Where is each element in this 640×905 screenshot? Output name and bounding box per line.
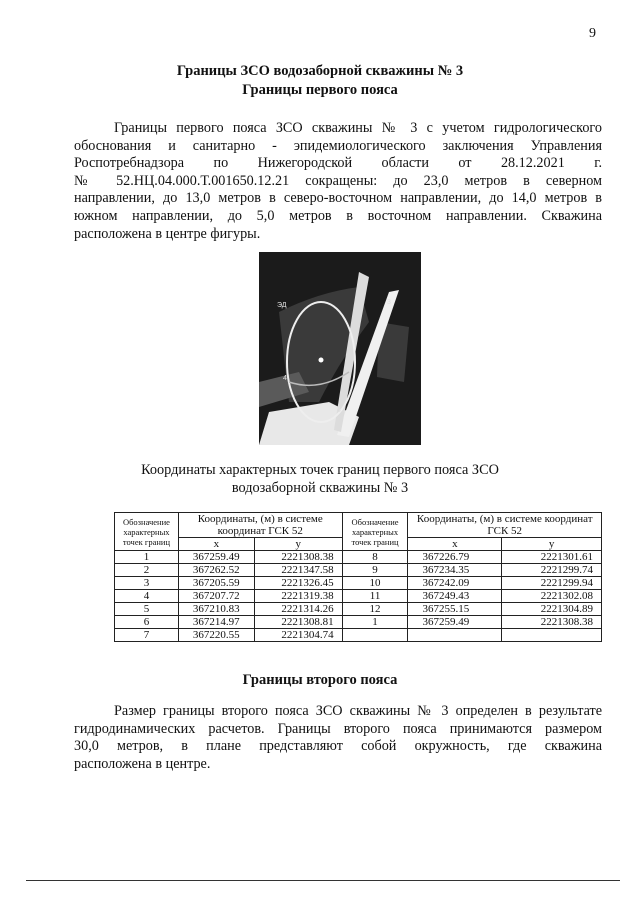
- x-cell: 367262.52: [178, 564, 254, 577]
- point-cell: 4: [115, 590, 179, 603]
- x-cell: 367205.59: [178, 577, 254, 590]
- paragraph-line: Границы первого пояса ЗСО скважины № 3 с учетом гидрологического: [114, 120, 602, 136]
- paragraph-line: направлении, до 13,0 метров в северо-восточном направлении, до 14,0 метров в: [74, 190, 602, 207]
- x-cell: 367234.35: [408, 564, 502, 577]
- table-row: [115, 603, 602, 616]
- point-cell: [342, 629, 408, 642]
- paragraph-line: гидродинамических расчетов. Границы второго пояса принимаются размером: [74, 720, 602, 737]
- y-cell: 2221326.45: [254, 577, 342, 590]
- section1-paragraph: [74, 120, 602, 243]
- caption-line-2: водозаборной скважины № 3: [231, 480, 409, 496]
- section2-paragraph: [74, 703, 602, 773]
- y-cell: 2221308.81: [254, 616, 342, 629]
- aerial-map-image: [259, 252, 421, 445]
- x-cell: 367249.43: [408, 590, 502, 603]
- x-cell: 367210.83: [178, 603, 254, 616]
- y-cell: 2221304.89: [502, 603, 602, 616]
- section2-title: Границы второго пояса: [242, 672, 398, 688]
- x-cell: 367242.09: [408, 577, 502, 590]
- coordinates-table: [114, 512, 602, 642]
- header-y: y: [254, 538, 342, 551]
- x-cell: 367214.97: [178, 616, 254, 629]
- x-cell: 367226.79: [408, 551, 502, 564]
- y-cell: 2221308.38: [254, 551, 342, 564]
- map-label: ЭД: [277, 302, 287, 309]
- y-cell: 2221319.38: [254, 590, 342, 603]
- x-cell: 367207.72: [178, 590, 254, 603]
- paragraph-line: 30,0 метров, в плане представляют собой окружность, где скважина: [74, 738, 602, 755]
- paragraph-line: Размер границы второго пояса ЗСО скважины № 3 определен в результате: [114, 703, 602, 719]
- document-title: [0, 62, 640, 100]
- point-cell: 1: [342, 616, 408, 629]
- table-row: [115, 564, 602, 577]
- header-x: x: [178, 538, 254, 551]
- table-row: [115, 551, 602, 564]
- point-cell: 8: [342, 551, 408, 564]
- paragraph-line: расположена в центре.: [74, 755, 211, 772]
- y-cell: 2221302.08: [502, 590, 602, 603]
- y-cell: 2221299.74: [502, 564, 602, 577]
- map-drawing: [259, 252, 421, 445]
- table-row: [115, 577, 602, 590]
- point-cell: 1: [115, 551, 179, 564]
- footer-divider: [26, 880, 620, 881]
- y-cell: 2221299.94: [502, 577, 602, 590]
- x-cell: 367259.49: [178, 551, 254, 564]
- point-cell: 2: [115, 564, 179, 577]
- paragraph-line: расположена в центре фигуры.: [74, 225, 261, 242]
- page-number: 9: [589, 26, 596, 41]
- x-cell: [408, 629, 502, 642]
- paragraph-line: Роспотребнадзора по Нижегородской области от 28.12.2021 г.: [74, 155, 602, 172]
- point-cell: 9: [342, 564, 408, 577]
- x-cell: 367255.15: [408, 603, 502, 616]
- paragraph-line: № 52.НЦ.04.000.Т.001650.12.21 сокращены: до 23,0 метров в северном: [74, 172, 602, 189]
- y-cell: [502, 629, 602, 642]
- header-point-left: Обозначение характерных точек границ: [115, 513, 179, 551]
- point-cell: 5: [115, 603, 179, 616]
- point-cell: 6: [115, 616, 179, 629]
- point-cell: 10: [342, 577, 408, 590]
- title-line-1: Границы ЗСО водозаборной скважины № 3: [176, 63, 464, 79]
- map-label: 5: [337, 407, 341, 414]
- x-cell: 367220.55: [178, 629, 254, 642]
- map-label: 4: [283, 375, 287, 382]
- table-row: [115, 616, 602, 629]
- table-header-row: [115, 513, 602, 538]
- table-body: [115, 551, 602, 642]
- table-row: [115, 590, 602, 603]
- point-cell: 11: [342, 590, 408, 603]
- point-cell: 3: [115, 577, 179, 590]
- point-cell: 12: [342, 603, 408, 616]
- y-cell: 2221301.61: [502, 551, 602, 564]
- table-caption: [0, 461, 640, 497]
- y-cell: 2221308.38: [502, 616, 602, 629]
- paragraph-line: южном направлении, до 5,0 метров в восточном направлении. Скважина: [74, 207, 602, 224]
- header-coords-right: Координаты, (м) в системе координат ГСК 52: [408, 513, 602, 538]
- table-row: [115, 629, 602, 642]
- title-line-2: Границы первого пояса: [242, 82, 398, 98]
- y-cell: 2221304.74: [254, 629, 342, 642]
- header-y: y: [502, 538, 602, 551]
- y-cell: 2221314.26: [254, 603, 342, 616]
- x-cell: 367259.49: [408, 616, 502, 629]
- y-cell: 2221347.58: [254, 564, 342, 577]
- map-label: 3: [387, 299, 391, 306]
- header-coords-left: Координаты, (м) в системе координат ГСК 52: [178, 513, 342, 538]
- paragraph-line: обоснования и санитарно - эпидемиологического заключения Управления: [74, 137, 602, 154]
- point-cell: 7: [115, 629, 179, 642]
- header-point-right: Обозначение характерных точек границ: [342, 513, 408, 551]
- caption-line-1: Координаты характерных точек границ первого пояса ЗСО: [141, 462, 499, 478]
- header-x: x: [408, 538, 502, 551]
